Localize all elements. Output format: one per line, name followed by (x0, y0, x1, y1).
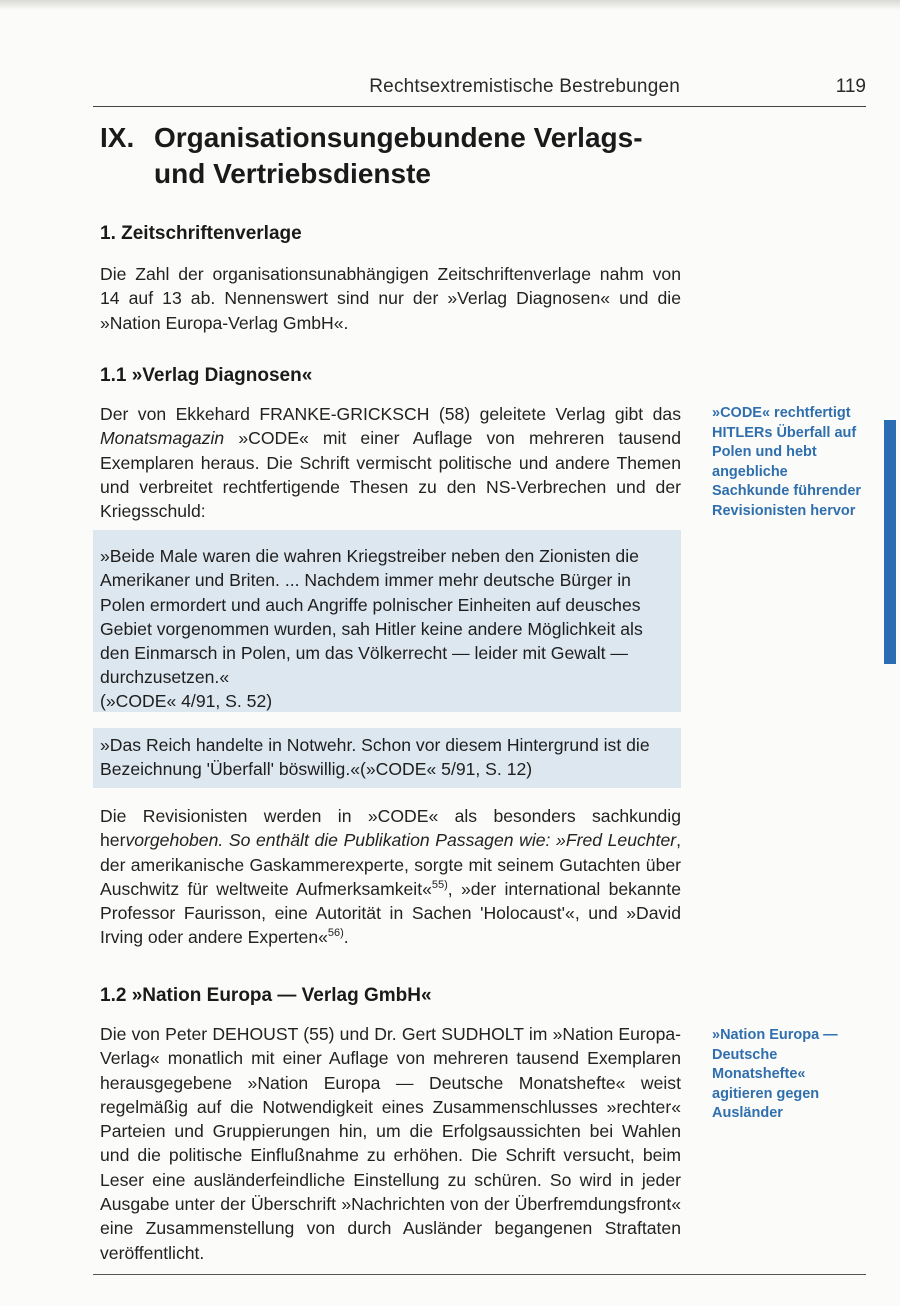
side-marker-bar (884, 420, 896, 664)
para2-part2: , der amerikanische Gaskammerexperte, sorgte mit seinem Gutachten über Auschwitz für weltweite Aufmerksamkeit« (100, 830, 681, 899)
section-heading-verlag-diagnosen: 1.1 »Verlag Diagnosen« (100, 365, 313, 386)
page-number: 119 (835, 76, 866, 97)
intro-text-italic: Monatsmagazin (100, 428, 225, 449)
para2-part1: Die Revisionisten werden in »CODE« als besonders sachkundig her (100, 806, 681, 851)
section-heading-nation-europa: 1.2 »Nation Europa — Verlag GmbH« (100, 985, 432, 1006)
footnote-ref-56: 56) (327, 927, 344, 940)
margin-note-nation-europa: »Nation Europa — Deutsche Monatshefte« agitieren gegen Ausländer (712, 1027, 838, 1121)
chapter-title-line1: Organisationsungebundene Verlags- (154, 122, 643, 153)
quote-box-1 (93, 530, 681, 712)
intro-text-part2: »CODE« mit einer Auflage von mehreren tausend Exemplaren heraus. Die Schrift vermischt politische und andere Themen und verbreitet rechtfertigende Thesen zu den NS-Verbrechen und der Kriegsschuld: (100, 428, 681, 522)
margin-note-code: »CODE« rechtfertigt HITLERs Überfall auf Polen und hebt angebliche Sachkunde führender Revisionisten hervor (712, 405, 862, 519)
section-heading-zeitschriftenverlage: 1. Zeitschriftenverlage (100, 223, 302, 244)
running-header-title: Rechtsextremistische Bestrebungen (369, 76, 680, 97)
header-rule (93, 106, 866, 107)
quote-code-4-91-source: (»CODE« 4/91, S. 52) (100, 691, 273, 711)
para2-part4: . (343, 927, 349, 948)
footer-rule (93, 1274, 866, 1275)
revisionisten-paragraph (100, 804, 681, 950)
verlag-diagnosen-intro (100, 402, 681, 523)
nation-europa-text: Die von Peter DEHOUST (55) und Dr. Gert SUDHOLT im »Nation Europa-Verlag« monatlich mit einer Auflage von mehreren tausend Exemplaren herausgegebene »Nation Europa — Deutsche Monatshefte« weist regelmäßig auf die Notwendigkeit eines Zusammenschlusses »rechter« Parteien und Gruppierungen hin, um die Erfolgsaussichten bei Wahlen und die politische Einflußnahme zu erhöhen. Die Schrift versucht, beim Leser eine ausländerfeindliche Einstellung zu schüren. So wird in jeder Ausgabe unter der Überschrift »Nachrichten von der Überfremdungsfront« eine Zusammenstellung von durch Ausländer begangenen Straftaten veröffentlicht. (100, 1024, 681, 1263)
intro-text-part1: Der von Ekkehard FRANKE-GRICKSCH (58) geleitete Verlag gibt das (100, 404, 681, 424)
quote-box-2 (93, 728, 681, 788)
page-top-edge (0, 0, 900, 10)
chapter-number: IX. (100, 122, 135, 153)
quote-code-5-91: »Das Reich handelte in Notwehr. Schon vor diesem Hintergrund ist die Bezeichnung 'Überfall' böswillig.«(»CODE« 5/91, S. 12) (100, 735, 650, 780)
para2-part3: , »der international bekannte Professor Faurisson, eine Autorität in Sachen 'Holocaust'«, und »David Irving oder andere Experten« (100, 878, 682, 948)
footnote-ref-55: 55) (431, 879, 448, 892)
chapter-title (100, 120, 660, 192)
para2-italic: vorgehoben. So enthält die Publikation Passagen wie: »Fred Leuchter (125, 830, 677, 851)
chapter-title-line2: und Vertriebsdienste (154, 158, 431, 189)
section-zeitschriftenverlage-text: Die Zahl der organisationsunabhängigen Zeitschriftenverlage nahm von 14 auf 13 ab. Nennenswert sind nur der »Verlag Diagnosen« und die »Nation Europa-Verlag GmbH«. (100, 264, 681, 333)
quote-code-4-91: »Beide Male waren die wahren Kriegstreiber neben den Zionisten die Amerikaner und Briten. ... Nachdem immer mehr deutsche Bürger in Polen ermordert und auch Angriffe polnischer Einheiten auf deusches Gebiet vorgenommen wurden, sah Hitler keine andere Möglichkeit als den Einmarsch in Polen, um das Völkerrecht — leider mit Gewalt — durchzusetzen.« (100, 546, 643, 688)
